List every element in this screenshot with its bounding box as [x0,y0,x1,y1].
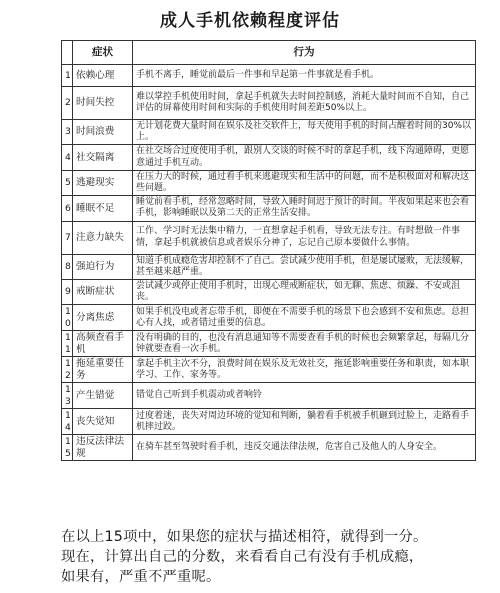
row-behavior: 工作、学习时无法集中精力，一直想拿起手机看，导致无法专注。有时想做一件事情，拿起手机就被信息或者娱乐分神了，忘记自己原本要做什么事情。 [133,221,476,254]
row-number: 8 [62,254,73,279]
row-symptom: 丧失觉知 [73,409,133,435]
row-symptom: 分离焦虑 [73,305,133,331]
row-symptom: 违反法律法规 [73,435,133,461]
table-row [62,120,476,145]
row-symptom: 社交隔离 [73,145,133,170]
row-behavior: 错觉自己听到手机震动或者响铃 [133,383,476,409]
row-number: 4 [62,145,73,170]
row-symptom: 依赖心理 [73,65,133,87]
row-behavior: 尝试减少或停止使用手机时，出现心理戒断症状，如无聊、焦虑、烦躁、不安或沮丧。 [133,280,476,305]
row-behavior: 无计划花费大量时间在娱乐及社交软件上，每天使用手机的时间占醒着时间的30%以上。 [133,120,476,145]
row-symptom: 时间浪费 [73,120,133,145]
table-row [62,145,476,170]
row-symptom: 逃避现实 [73,170,133,195]
row-number: 1 [62,65,73,87]
row-symptom: 注意力缺失 [73,221,133,254]
scoring-instructions [61,527,481,587]
row-behavior: 在压力大的时候，通过看手机来逃避现实和生活中的问题，而不是积极面对和解决这些问题。 [133,170,476,195]
row-behavior: 知道手机成瘾危害却控制不了自己。尝试减少使用手机，但是屡试屡败，无法缓解，甚至越来越严重。 [133,254,476,279]
row-number: 5 [62,170,73,195]
row-number: 11 [62,331,73,357]
row-symptom: 戒断症状 [73,280,133,305]
table-row [62,87,476,120]
row-number: 12 [62,357,73,383]
page-title: 成人手机依赖程度评估 [160,11,340,31]
row-number: 3 [62,120,73,145]
row-behavior: 没有明确的目的，也没有消息通知等不需要查看手机的时候也会频繁拿起，每隔几分钟就要查看一次手机。 [133,331,476,357]
row-symptom: 产生错觉 [73,383,133,409]
table-row [62,305,476,331]
row-behavior: 在骑车甚至驾驶时看手机，违反交通法律法规，危害自己及他人的人身安全。 [133,435,476,461]
table-row [62,280,476,305]
row-symptom: 睡眠不足 [73,196,133,221]
footer-line-2: 现在，计算出自己的分数，来看看自己有没有手机成瘾， [61,549,424,565]
row-behavior: 拿起手机主次不分，浪费时间在娱乐及无效社交，拖延影响重要任务和职责，如本职学习、工作、家务等。 [133,357,476,383]
row-behavior: 难以掌控手机使用时间，拿起手机就失去时间控制感，消耗大量时间而不自知，自己评估的屏幕使用时间和实际的手机使用时间差距50%以上。 [133,87,476,120]
row-number: 9 [62,280,73,305]
row-number: 13 [62,383,73,409]
table-row [62,435,476,461]
row-behavior: 睡觉前看手机，经常忽略时间，导致入睡时间迟于预计的时间。半夜如果起来也会看手机，影响睡眠以及第二天的正常生活安排。 [133,196,476,221]
row-symptom: 时间失控 [73,87,133,120]
footer-line-3: 如果有，严重不严重呢。 [61,569,221,585]
row-symptom: 拖延重要任务 [73,357,133,383]
table-row [62,254,476,279]
row-number: 14 [62,409,73,435]
table-row [62,170,476,195]
row-behavior: 在社交场合过度使用手机，跟别人交谈的时候不时的拿起手机，线下沟通障碍，更愿意通过手机互动。 [133,145,476,170]
row-number: 2 [62,87,73,120]
footer-line-1: 在以上15项中，如果您的症状与描述相符，就得到一分。 [61,529,428,545]
row-symptom: 高频查看手机 [73,331,133,357]
header-number [62,41,73,65]
header-behavior: 行为 [133,41,476,65]
row-symptom: 强迫行为 [73,254,133,279]
row-behavior: 手机不离手，睡觉前最后一件事和早起第一件事就是看手机。 [133,65,476,87]
table-row [62,331,476,357]
row-number: 7 [62,221,73,254]
row-number: 10 [62,305,73,331]
table-row [62,357,476,383]
assessment-table [61,40,476,461]
table-row [62,383,476,409]
table-row [62,221,476,254]
row-number: 6 [62,196,73,221]
row-behavior: 如果手机没电或者忘带手机，即便在不需要手机的场景下也会感到不安和焦虑。总担心有人找，或者错过重要的信息。 [133,305,476,331]
row-behavior: 过度着迷，丧失对周边环境的觉知和判断，躺着看手机被手机砸到过脸上，走路看手机摔过跤。 [133,409,476,435]
table-row [62,409,476,435]
table-header-row [62,41,476,65]
table-row [62,196,476,221]
table-row [62,65,476,87]
header-symptom: 症状 [73,41,133,65]
row-number: 15 [62,435,73,461]
